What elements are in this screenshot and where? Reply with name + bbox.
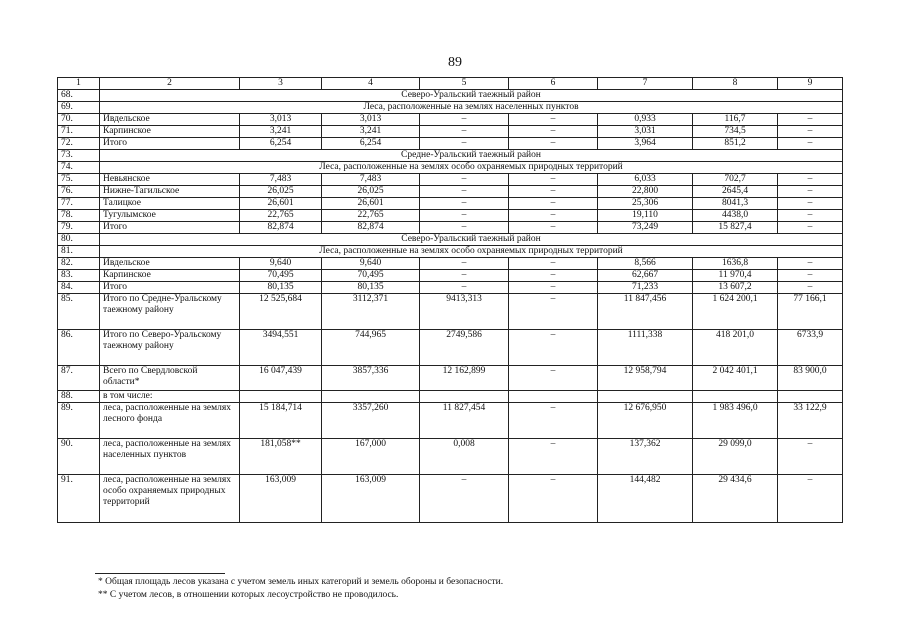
table-row [58,475,843,523]
column-8-cell: 8041,3 [693,198,778,210]
column-9-cell: 33 122,9 [778,403,843,439]
region-name: Ивдельское [100,114,240,126]
column-8-cell: 2 042 401,1 [693,366,778,391]
total-area-cell: 181,058** [240,439,322,475]
column-6-cell: – [509,126,598,138]
column-8-cell: 702,7 [693,174,778,186]
column-8-cell: 116,7 [693,114,778,126]
total-area-cell: 3,241 [240,126,322,138]
column-9-cell: – [778,258,843,270]
region-name: Итого [100,222,240,234]
column-9-cell: – [778,282,843,294]
column-8-cell: 734,5 [693,126,778,138]
column-4-cell: 3357,260 [322,403,420,439]
table-row [58,258,843,270]
table-row [58,198,843,210]
table-row [58,174,843,186]
column-4-cell: 163,009 [322,475,420,523]
column-7-cell: 12 958,794 [598,366,693,391]
column-6-cell: – [509,198,598,210]
row-number: 76. [58,186,100,198]
column-7-cell: 11 847,456 [598,294,693,330]
footnote-divider [95,573,225,574]
column-8-cell: 851,2 [693,138,778,150]
table-row [58,391,843,403]
column-7-cell: 25,306 [598,198,693,210]
column-7-cell [598,391,693,403]
row-number: 68. [58,90,100,102]
table-row [58,114,843,126]
column-4-cell: 26,601 [322,198,420,210]
column-header: 9 [778,78,843,90]
column-5-cell: – [420,282,509,294]
column-5-cell: – [420,258,509,270]
column-9-cell: 77 166,1 [778,294,843,330]
region-name: Карпинское [100,270,240,282]
column-6-cell: – [509,270,598,282]
column-9-cell: – [778,222,843,234]
row-number: 80. [58,234,100,246]
column-header: 2 [100,78,240,90]
column-9-cell: – [778,174,843,186]
row-number: 84. [58,282,100,294]
row-number: 79. [58,222,100,234]
column-6-cell: – [509,210,598,222]
total-area-cell: 82,874 [240,222,322,234]
section-heading: Леса, расположенные на землях населенных пунктов [100,102,843,114]
total-area-cell: 70,495 [240,270,322,282]
column-4-cell: 80,135 [322,282,420,294]
column-5-cell: – [420,270,509,282]
column-7-cell: 12 676,950 [598,403,693,439]
table-row [58,150,843,162]
row-number: 70. [58,114,100,126]
region-name: Карпинское [100,126,240,138]
table-row [58,90,843,102]
region-name: леса, расположенные на землях населенных пунктов [100,439,240,475]
column-9-cell: – [778,210,843,222]
row-number: 87. [58,366,100,391]
total-area-cell: 22,765 [240,210,322,222]
column-9-cell: – [778,270,843,282]
column-8-cell: 1 624 200,1 [693,294,778,330]
column-4-cell: 6,254 [322,138,420,150]
total-area-cell: 3,013 [240,114,322,126]
column-5-cell: 11 827,454 [420,403,509,439]
column-5-cell: – [420,210,509,222]
column-8-cell [693,391,778,403]
table-row [58,222,843,234]
row-number: 69. [58,102,100,114]
column-6-cell: – [509,439,598,475]
column-7-cell: 144,482 [598,475,693,523]
column-6-cell: – [509,330,598,366]
total-area-cell: 26,025 [240,186,322,198]
row-number: 74. [58,162,100,174]
region-name: Ивдельское [100,258,240,270]
column-9-cell: 83 900,0 [778,366,843,391]
column-6-cell: – [509,138,598,150]
column-8-cell: 29 099,0 [693,439,778,475]
total-area-cell: 12 525,684 [240,294,322,330]
column-4-cell: 26,025 [322,186,420,198]
table-row [58,126,843,138]
forest-area-table [57,77,843,523]
column-9-cell: 6733,9 [778,330,843,366]
table-row [58,366,843,391]
region-name: Итого [100,282,240,294]
column-5-cell: – [420,186,509,198]
column-7-cell: 22,800 [598,186,693,198]
column-6-cell: – [509,294,598,330]
column-5-cell: – [420,174,509,186]
row-number: 90. [58,439,100,475]
column-5-cell: – [420,222,509,234]
column-7-cell: 3,964 [598,138,693,150]
table-row [58,102,843,114]
column-8-cell: 418 201,0 [693,330,778,366]
total-area-cell: 9,640 [240,258,322,270]
column-header: 1 [58,78,100,90]
table-row [58,270,843,282]
column-7-cell: 73,249 [598,222,693,234]
row-number: 77. [58,198,100,210]
column-7-cell: 0,933 [598,114,693,126]
column-4-cell: 70,495 [322,270,420,282]
total-area-cell: 26,601 [240,198,322,210]
column-4-cell [322,391,420,403]
column-5-cell: – [420,114,509,126]
column-4-cell: 3112,371 [322,294,420,330]
column-5-cell: – [420,126,509,138]
column-4-cell: 7,483 [322,174,420,186]
column-8-cell: 1636,8 [693,258,778,270]
column-7-cell: 71,233 [598,282,693,294]
region-name: Нижне-Тагильское [100,186,240,198]
total-area-cell: 7,483 [240,174,322,186]
section-heading: Леса, расположенные на землях особо охраняемых природных территорий [100,246,843,258]
column-6-cell: – [509,114,598,126]
column-4-cell: 3857,336 [322,366,420,391]
column-7-cell: 137,362 [598,439,693,475]
column-6-cell: – [509,403,598,439]
row-number: 88. [58,391,100,403]
region-name: Итого по Северо-Уральскому таежному району [100,330,240,366]
column-9-cell: – [778,186,843,198]
footnote: ** С учетом лесов, в отношении которых лесоустройство не проводилось. [98,590,399,600]
row-number: 82. [58,258,100,270]
column-4-cell: 3,241 [322,126,420,138]
column-9-cell [778,391,843,403]
column-5-cell [420,391,509,403]
section-heading: Северо-Уральский таежный район [100,90,843,102]
column-6-cell: – [509,186,598,198]
region-name: леса, расположенные на землях лесного фонда [100,403,240,439]
row-number: 71. [58,126,100,138]
row-number: 91. [58,475,100,523]
header-row [58,78,843,90]
region-name: Невьянское [100,174,240,186]
column-4-cell: 167,000 [322,439,420,475]
column-header: 4 [322,78,420,90]
column-header: 6 [509,78,598,90]
section-heading: Средне-Уральский таежный район [100,150,843,162]
column-4-cell: 744,965 [322,330,420,366]
column-7-cell: 19,110 [598,210,693,222]
column-7-cell: 8,566 [598,258,693,270]
column-5-cell: 12 162,899 [420,366,509,391]
total-area-cell: 80,135 [240,282,322,294]
row-number: 73. [58,150,100,162]
total-area-cell: 16 047,439 [240,366,322,391]
column-7-cell: 62,667 [598,270,693,282]
column-5-cell: 2749,586 [420,330,509,366]
column-5-cell: – [420,475,509,523]
column-9-cell: – [778,475,843,523]
page-number: 89 [448,55,462,70]
column-8-cell: 11 970,4 [693,270,778,282]
column-6-cell: – [509,258,598,270]
column-4-cell: 22,765 [322,210,420,222]
section-heading: Леса, расположенные на землях особо охраняемых природных территорий [100,162,843,174]
row-number: 75. [58,174,100,186]
row-number: 72. [58,138,100,150]
column-8-cell: 29 434,6 [693,475,778,523]
column-9-cell: – [778,198,843,210]
total-area-cell: 6,254 [240,138,322,150]
section-heading: Северо-Уральский таежный район [100,234,843,246]
column-9-cell: – [778,439,843,475]
column-7-cell: 1111,338 [598,330,693,366]
column-4-cell: 9,640 [322,258,420,270]
column-8-cell: 2645,4 [693,186,778,198]
column-9-cell: – [778,138,843,150]
column-8-cell: 4438,0 [693,210,778,222]
table-row [58,162,843,174]
column-6-cell: – [509,366,598,391]
region-name: Итого [100,138,240,150]
column-5-cell: – [420,198,509,210]
region-name: леса, расположенные на землях особо охраняемых природных территорий [100,475,240,523]
column-6-cell: – [509,222,598,234]
table-row [58,294,843,330]
column-7-cell: 3,031 [598,126,693,138]
row-number: 85. [58,294,100,330]
table-row [58,138,843,150]
column-8-cell: 1 983 496,0 [693,403,778,439]
region-name: Итого по Средне-Уральскому таежному району [100,294,240,330]
column-7-cell: 6,033 [598,174,693,186]
total-area-cell: 163,009 [240,475,322,523]
table-row [58,210,843,222]
row-number: 83. [58,270,100,282]
row-number: 78. [58,210,100,222]
region-name: Тугулымское [100,210,240,222]
table-row [58,186,843,198]
column-8-cell: 15 827,4 [693,222,778,234]
region-name: Всего по Свердловской области* [100,366,240,391]
table-row [58,330,843,366]
column-6-cell: – [509,475,598,523]
table-row [58,234,843,246]
column-header: 3 [240,78,322,90]
total-area-cell: 15 184,714 [240,403,322,439]
table-row [58,282,843,294]
column-5-cell: 9413,313 [420,294,509,330]
total-area-cell: 3494,551 [240,330,322,366]
column-8-cell: 13 607,2 [693,282,778,294]
table-row [58,246,843,258]
column-6-cell [509,391,598,403]
column-6-cell: – [509,174,598,186]
column-header: 7 [598,78,693,90]
column-4-cell: 82,874 [322,222,420,234]
row-number: 81. [58,246,100,258]
footnote: * Общая площадь лесов указана с учетом земель иных категорий и земель обороны и безопасности. [98,577,504,587]
column-6-cell: – [509,282,598,294]
column-header: 8 [693,78,778,90]
region-name: Талицкое [100,198,240,210]
column-9-cell: – [778,114,843,126]
column-5-cell: 0,008 [420,439,509,475]
table-row [58,403,843,439]
table-row [58,439,843,475]
column-header: 5 [420,78,509,90]
row-number: 86. [58,330,100,366]
column-5-cell: – [420,138,509,150]
column-9-cell: – [778,126,843,138]
row-number: 89. [58,403,100,439]
column-4-cell: 3,013 [322,114,420,126]
total-area-cell [240,391,322,403]
region-name: в том числе: [100,391,240,403]
